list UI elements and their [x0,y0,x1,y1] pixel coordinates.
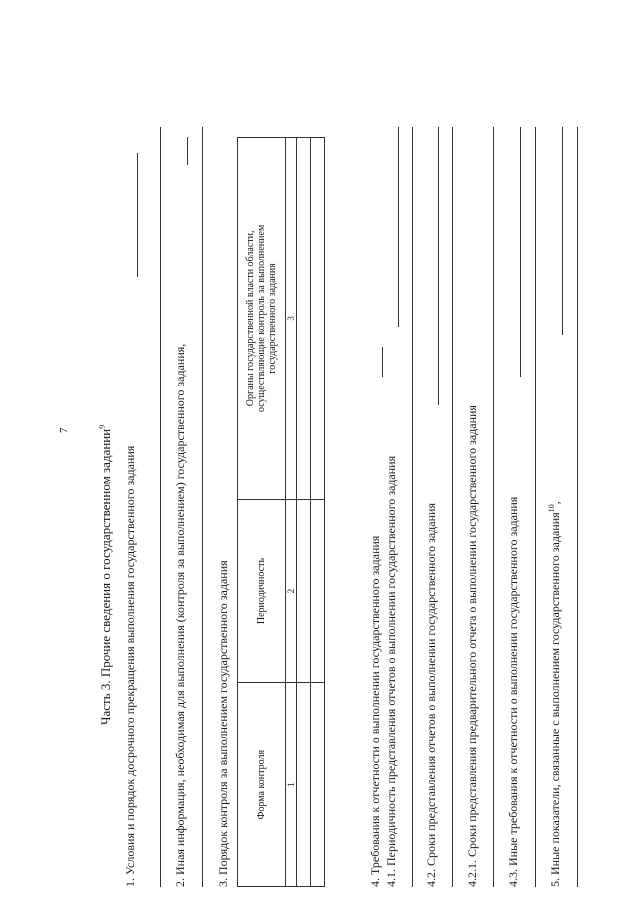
section-2-underline [202,127,203,887]
section-4-2-1-underline [493,127,494,887]
header-authorities: Органы государственной власти области, осуществляющие контроль за выполнением государственного задания [238,138,286,500]
table-cell[interactable] [311,683,325,887]
section-1-fill-line [137,153,138,277]
section-1-text: 1. Условия и порядок досрочного прекращения выполнения государственного задания [123,445,137,887]
section-4-1-fill-line [398,127,399,327]
control-table [237,137,325,887]
section-2-fill-line [187,137,188,165]
section-2-text: 2. Иная информация, необходимая для выполнения (контроля за выполнением) государственного задания, [173,343,187,887]
section-4-2-underline [452,127,453,887]
table-cell[interactable] [297,138,311,500]
footnote-9: 9 [97,424,107,429]
section-1-underline [160,127,161,887]
section-4-3-fill-line [520,127,521,377]
table-cell[interactable] [311,138,325,500]
section-4-2-fill-line [438,127,439,405]
section-5-text: 5. Иные показатели, связанные с выполнением государственного задания$^{10}$, [547,501,562,887]
part-title: Часть 3. Прочие сведения о государственном задании$^9$ [97,424,113,725]
header-form: Форма контроля [238,683,286,887]
column-number-1: 1 [286,683,297,887]
column-number-2: 2 [286,499,297,683]
section-4-1-underline [412,127,413,887]
section-4-1-text: 4.1. Периодичность представления отчетов о выполнении государственного задания [384,455,398,887]
section-3-title: 3. Порядок контроля за выполнением государственного задания [216,560,230,887]
section-4-3-text: 4.3. Иные требования к отчетности о выполнении государственного задания [506,496,520,887]
footnote-10: 10 [547,504,556,513]
header-periodicity: Периодичность [238,499,286,683]
table-cell[interactable] [311,499,325,683]
column-number-3: 3 [286,138,297,500]
section-4-3-underline [535,127,536,887]
section-5-underline [577,127,578,887]
section-4-2-text: 4.2. Сроки представления отчетов о выполнении государственного задания [424,503,438,887]
table-cell[interactable] [297,499,311,683]
table-cell[interactable] [297,683,311,887]
section-4-2-1-text: 4.2.1. Сроки представления предварительного отчета о выполнении государственного задания [465,405,479,887]
section-5-fill-line [562,127,563,335]
section-4-fill-line [382,347,383,377]
page-number: 7 [58,427,70,433]
section-4-title: 4. Требования к отчетности о выполнении государственного задания [368,535,382,887]
